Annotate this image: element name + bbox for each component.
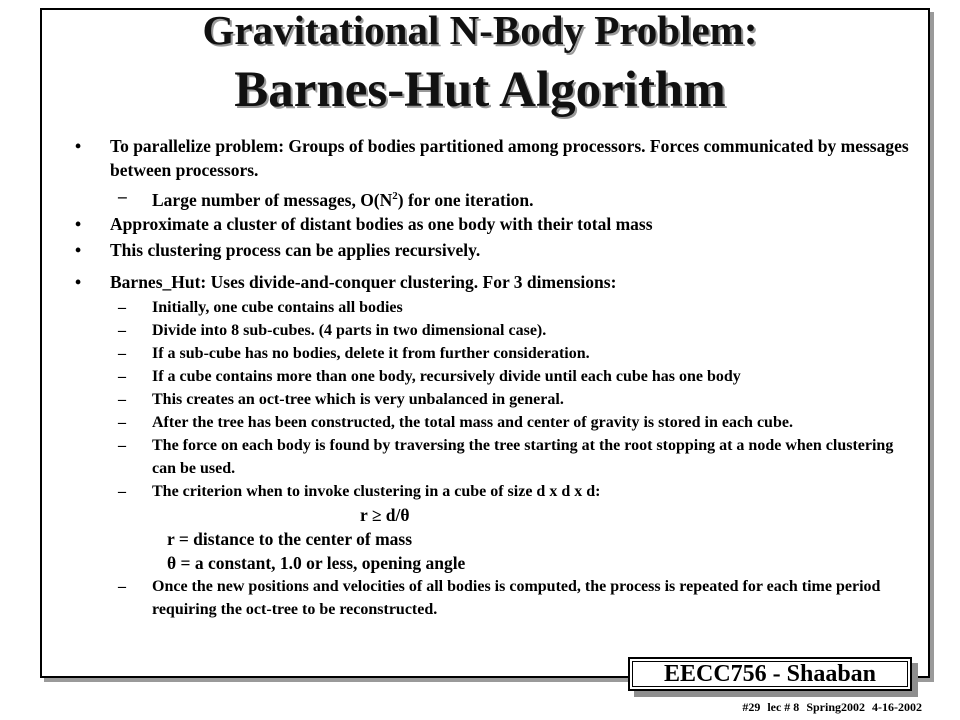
superscript-exponent: 2 bbox=[392, 190, 398, 202]
formula-criterion: r ≥ d/θ bbox=[360, 504, 410, 525]
slide-title-line-1: Gravitational N-Body Problem: bbox=[202, 7, 758, 53]
dash-icon: – bbox=[118, 413, 126, 431]
sub-bullet-messages bbox=[70, 184, 910, 212]
sub-bullet-text-tail: ) for one iteration. bbox=[397, 189, 534, 210]
slide-content bbox=[70, 134, 910, 621]
bullet-text: Barnes_Hut: Uses divide-and-conquer clustering. For 3 dimensions: bbox=[110, 271, 617, 292]
sub-bullet-text: The criterion when to invoke clustering in a cube of size d x d x d: bbox=[152, 482, 601, 500]
dash-icon: – bbox=[118, 344, 126, 362]
course-badge bbox=[628, 657, 918, 697]
badge-label: EECC756 - Shaaban bbox=[628, 657, 912, 691]
sub-bullet-criterion bbox=[70, 480, 910, 503]
sub-bullet-text: Once the new positions and velocities of all bodies is computed, the process is repeated for each time period requiring the oct-tree to be reconstructed. bbox=[152, 577, 881, 618]
slide-footer bbox=[690, 699, 922, 715]
sub-bullet-text: Initially, one cube contains all bodies bbox=[152, 298, 403, 316]
sub-bullet-mass-stored bbox=[70, 411, 910, 434]
bullet-parallelize bbox=[70, 134, 910, 182]
sub-bullet-delete bbox=[70, 342, 910, 365]
bullet-dot-icon: • bbox=[75, 239, 82, 260]
sub-bullet-recursive bbox=[70, 365, 910, 388]
sub-bullet-text: If a cube contains more than one body, recursively divide until each cube has one body bbox=[152, 367, 741, 385]
sub-bullet-initially bbox=[70, 296, 910, 319]
bullet-text: To parallelize problem: Groups of bodies partitioned among processors. Forces communicated by messages between processors. bbox=[110, 136, 909, 180]
sub-bullet-text: After the tree has been constructed, the total mass and center of gravity is stored in each cube. bbox=[152, 413, 793, 431]
sub-bullet-text: The force on each body is found by traversing the tree starting at the root stopping at a node when clustering can be used. bbox=[152, 436, 894, 477]
footer-lecture: lec # 8 bbox=[767, 700, 800, 714]
dash-icon: – bbox=[118, 482, 126, 500]
dash-icon: – bbox=[118, 298, 126, 316]
bullet-text: This clustering process can be applies recursively. bbox=[110, 239, 481, 260]
sub-bullet-oct-tree bbox=[70, 388, 910, 411]
slide-title-line-2: Barnes-Hut Algorithm bbox=[234, 62, 726, 118]
sub-bullet-traversal bbox=[70, 434, 910, 480]
sub-bullet-text: If a sub-cube has no bodies, delete it from further consideration. bbox=[152, 344, 590, 362]
bullet-clustering bbox=[70, 238, 910, 262]
sub-bullet-divide bbox=[70, 319, 910, 342]
bullet-barnes-hut bbox=[70, 270, 910, 294]
bullet-approximate bbox=[70, 212, 910, 236]
bullet-dot-icon: • bbox=[75, 271, 82, 292]
formula-theta-definition: θ = a constant, 1.0 or less, opening angle bbox=[167, 552, 466, 573]
bullet-text: Approximate a cluster of distant bodies as one body with their total mass bbox=[110, 213, 653, 234]
dash-icon: – bbox=[118, 367, 126, 385]
dash-icon: – bbox=[118, 321, 126, 339]
footer-term: Spring2002 bbox=[806, 700, 865, 714]
dash-icon: – bbox=[118, 577, 126, 595]
sub-bullet-text: Divide into 8 sub-cubes. (4 parts in two dimensional case). bbox=[152, 321, 547, 339]
footer-slide-number: #29 bbox=[742, 700, 761, 714]
dash-icon: – bbox=[118, 186, 127, 206]
footer-date: 4-16-2002 bbox=[872, 700, 922, 714]
sub-bullet-text: This creates an oct-tree which is very unbalanced in general. bbox=[152, 390, 564, 408]
dash-icon: – bbox=[118, 390, 126, 408]
sub-bullet-text: Large number of messages, O(N bbox=[152, 189, 393, 210]
bullet-dot-icon: • bbox=[75, 213, 82, 234]
formula-r-definition: r = distance to the center of mass bbox=[167, 528, 413, 549]
bullet-dot-icon: • bbox=[75, 136, 82, 156]
dash-icon: – bbox=[118, 436, 126, 454]
sub-bullet-repeat bbox=[70, 575, 910, 621]
